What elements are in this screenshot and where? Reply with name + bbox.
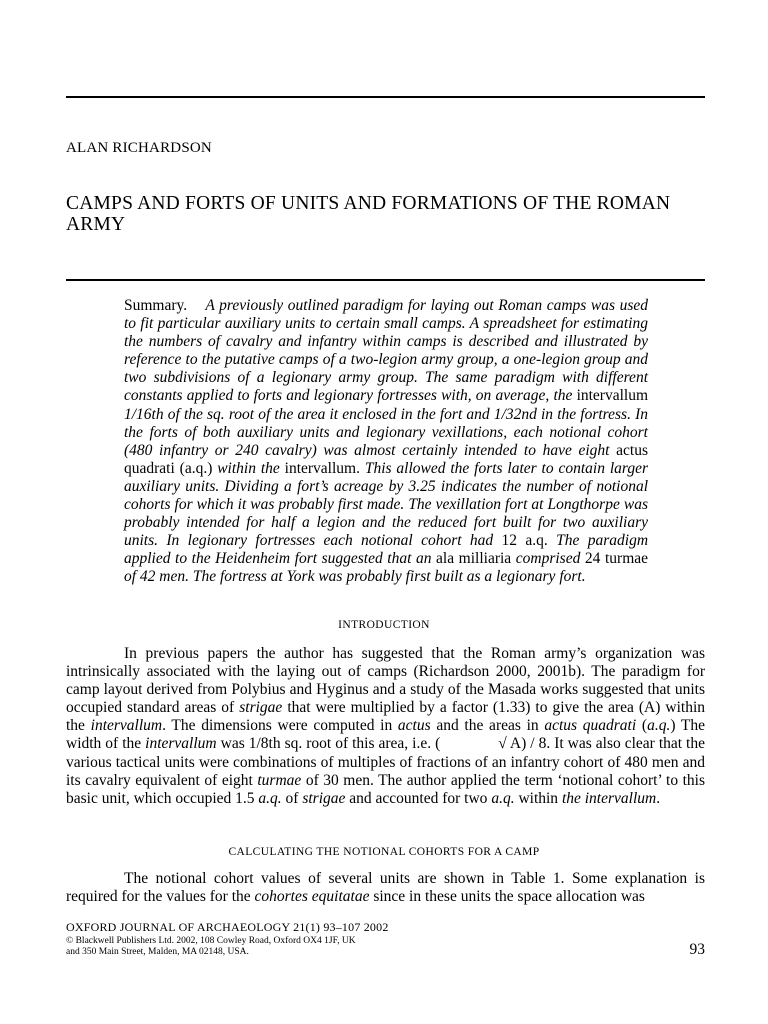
section-heading-calculating: CALCULATING THE NOTIONAL COHORTS FOR A CAMP [228, 846, 540, 858]
paragraph-text: a.q. [258, 789, 282, 807]
summary-text: intervallum. [284, 459, 360, 477]
page-number: 93 [689, 941, 705, 958]
summary-text: 12 [501, 532, 518, 550]
paragraph-text: actus quadrati [544, 717, 637, 735]
summary-text: 24 [584, 550, 601, 568]
copyright-line: © Blackwell Publishers Ltd. 2002, 108 Cowley Road, Oxford OX4 1JF, UK [66, 936, 356, 946]
square-root-symbol: √ [498, 735, 507, 753]
paragraph-text: that were multiplied by a factor (1.33) to give the area (A) within the [66, 699, 706, 735]
article-title: CAMPS AND FORTS OF UNITS AND FORMATIONS OF THE ROMAN ARMY [66, 193, 671, 235]
paragraph-text: since in these units the space allocation was [373, 888, 645, 906]
paragraph-text: turmae [257, 771, 302, 789]
summary-text: of 42 men. The fortress at York was probably first built as a legionary fort. [124, 568, 586, 586]
paragraph-text: a.q. [491, 789, 515, 807]
paragraph-text: . The dimensions were computed in [162, 717, 393, 735]
title-rule [66, 279, 705, 281]
summary-text: This allowed the forts later to contain larger auxiliary units. Dividing a fort’s acreage by 3.25 indicates the number of notional cohorts for which it was probably first made. The vexillation fort at Longthorpe was probably intended for half a legion and the reduced fort built for two auxiliary units. In legionary fortresses each notional cohort had [124, 459, 648, 550]
paragraph-text: the intervallum [561, 789, 657, 807]
paragraph-text: . [656, 789, 661, 807]
paragraph-text: ( [641, 717, 648, 735]
paragraph-text: of 30 men. The author applied the term ‘notional cohort’ to this basic unit, which occupied 1.5 [66, 771, 705, 807]
paragraph-text: The notional cohort values of several units are shown in Table 1. Some explanation is required for the values for the [66, 870, 705, 906]
journal-citation: OXFORD JOURNAL OF ARCHAEOLOGY 21(1) 93–107 2002 [66, 920, 389, 934]
paragraph-text: within [518, 789, 559, 807]
summary-text: ala milliaria [436, 550, 512, 568]
introduction-paragraph [66, 645, 705, 808]
summary-text: a.q. [525, 532, 548, 550]
publisher-address: and 350 Main Street, Malden, MA 02148, USA. [66, 947, 249, 957]
summary-label: Summary. [124, 297, 188, 314]
paragraph-text: was 1/8th sq. root of this area, i.e. ( [220, 735, 441, 753]
paragraph-text: actus [397, 717, 431, 735]
summary-text: comprised [515, 550, 581, 568]
paragraph-text: strigae [302, 789, 346, 807]
paragraph-text: and accounted for two [349, 789, 488, 807]
calculating-paragraph [66, 870, 705, 906]
paragraph-text: and the areas in [436, 717, 539, 735]
paragraph-text: intervallum [90, 717, 163, 735]
paragraph-text: of [285, 789, 299, 807]
section-heading-introduction: INTRODUCTION [338, 619, 430, 631]
summary-text: 1/16th of the sq. root of the area it enclosed in the fort and 1/32nd in the fortress. In the forts of both auxiliary units and legionary vexillations, each notional cohort (480 infantry or 240 cavalry) was almost certainly intended to have eight [124, 405, 648, 459]
summary-text: intervallum [576, 387, 649, 405]
paragraph-text: cohortes equitatae [254, 888, 370, 906]
summary-text: A previously outlined paradigm for laying out Roman camps was used to fit particular auxiliary units to certain small camps. A spreadsheet for estimating the numbers of cavalry and infantry within camps is described and illustrated by reference to the putative camps of a two-legion army group, a one-legion group and two subdivisions of a legionary army group. The same paradigm with different constants applied to forts and legionary fortresses with, on average, the [124, 297, 649, 405]
summary-text: The paradigm applied to the Heidenheim fort suggested that an [124, 532, 649, 568]
summary-abstract [124, 297, 648, 587]
summary-text: turmae [605, 550, 649, 568]
paragraph-text: ) The width of the [66, 717, 705, 753]
summary-text: (a.q.) [179, 459, 213, 477]
summary-text: within the [217, 459, 280, 477]
summary-text: actus quadrati [124, 441, 648, 477]
paragraph-text: intervallum [145, 735, 217, 753]
top-rule [66, 96, 705, 98]
paragraph-text: strigae [239, 699, 283, 717]
paragraph-text: a.q. [647, 717, 671, 735]
paragraph-text: A) / 8. It was also clear that the various tactical units were combinations of multiples of fractions of an infantry cohort of 480 men and its cavalry equivalent of eight [66, 735, 705, 789]
paragraph-text: In previous papers the author has suggested that the Roman army’s organization was intrinsically associated with the laying out of camps (Richardson 2000, 2001b). The paradigm for camp layout derived from Polybius and Hyginus and a study of the Masada works suggested that units occupied standard areas of [66, 645, 705, 717]
author-name: ALAN RICHARDSON [66, 140, 212, 156]
